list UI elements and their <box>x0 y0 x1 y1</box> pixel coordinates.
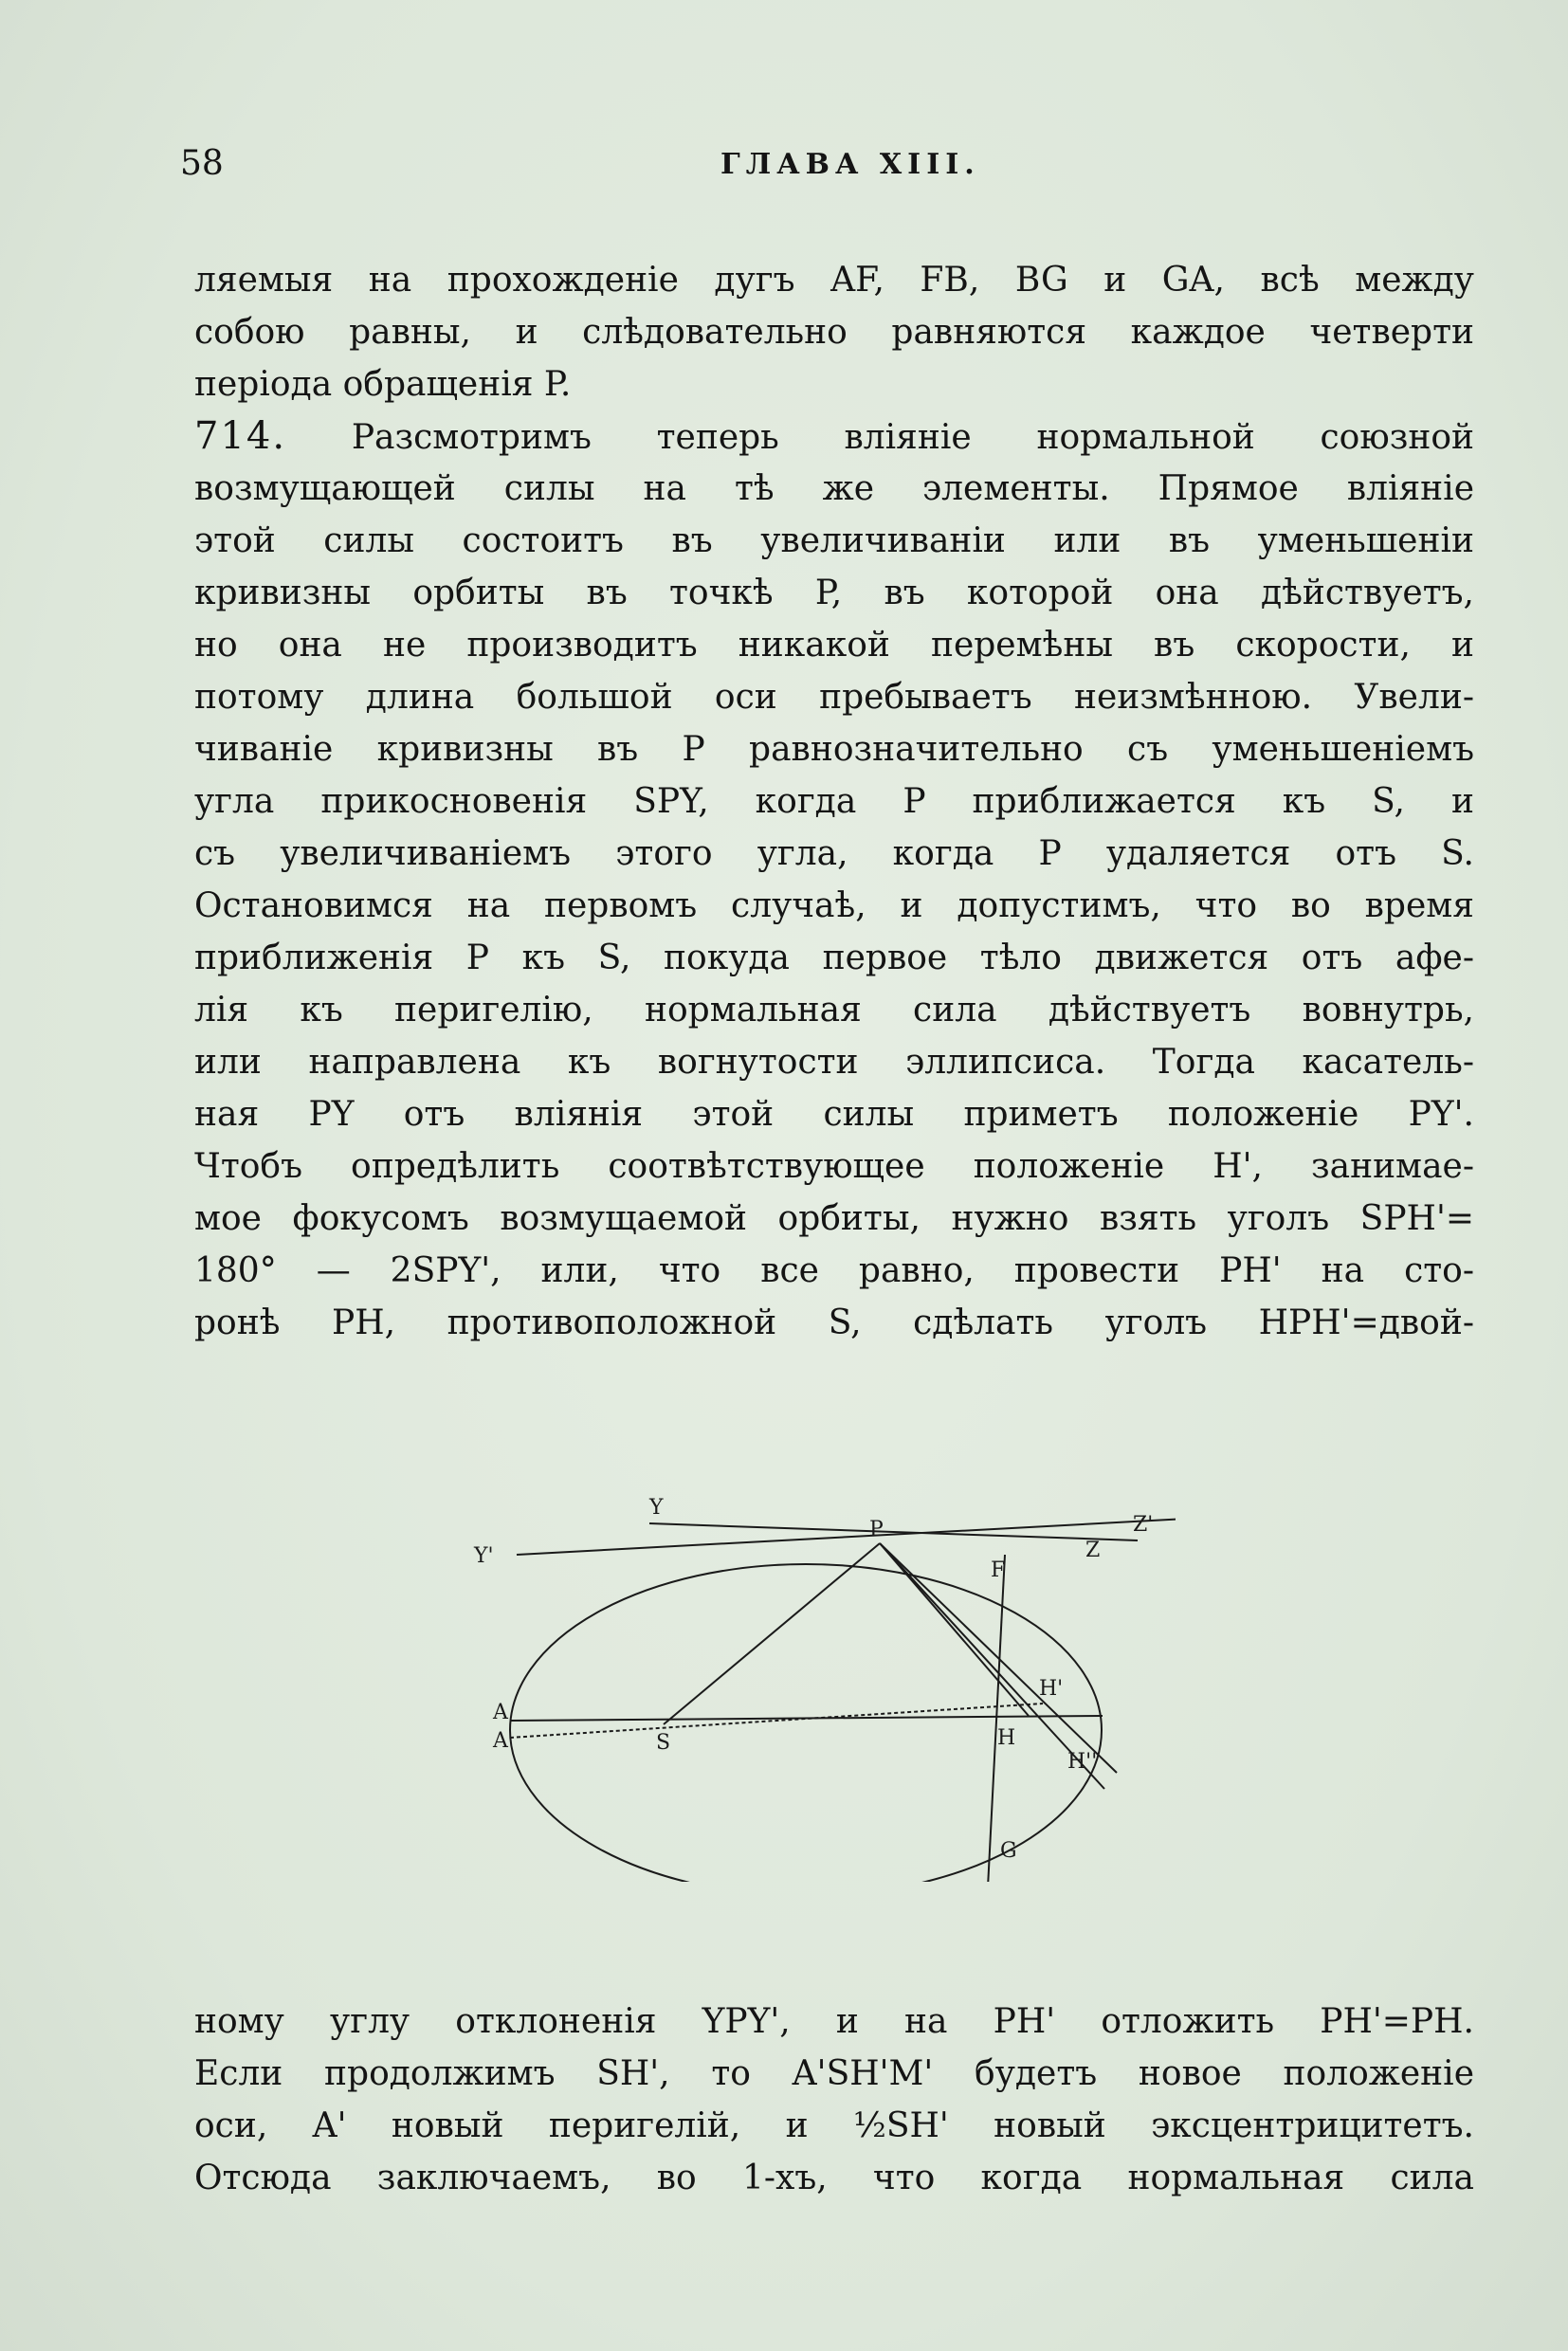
label-z: Z <box>1085 1539 1101 1562</box>
text-line: Если продолжимъ SH', то A'SH'M' будетъ новое положеніе <box>194 2054 1474 2093</box>
paragraph-714-first-line <box>194 410 1474 463</box>
label-a: A <box>493 1701 508 1724</box>
page-number: 58 <box>180 144 224 183</box>
label-a-prime: A <box>493 1729 508 1753</box>
text-line: Отсюда заключаемъ, во 1-хъ, что когда нормальная сила <box>194 2159 1474 2197</box>
text-line: ному углу отклоненія YPY', и на PH' отложить PH'=PH. <box>194 2002 1474 2041</box>
text-line: приближенія P къ S, покуда первое тѣло движется отъ афе- <box>194 939 1474 977</box>
text-line: періода обращенія P. <box>194 365 572 404</box>
line-ph <box>880 1543 1029 1716</box>
label-y: Y <box>649 1496 664 1520</box>
label-f: F <box>991 1558 1006 1582</box>
text-line: кривизны орбиты въ точкѣ P, въ которой она дѣйствуетъ, <box>194 574 1474 612</box>
text-line: съ увеличиваніемъ этого угла, когда P удаляется отъ S. <box>194 834 1474 873</box>
label-z-prime: Z' <box>1133 1513 1154 1537</box>
text-block-bottom <box>194 1996 1474 2204</box>
text-block-top <box>194 254 1474 1349</box>
text-line: мое фокусомъ возмущаемой орбиты, нужно взять уголъ SPH'= <box>194 1199 1474 1238</box>
text-line: Остановимся на первомъ случаѣ, и допустимъ, что во время <box>194 886 1474 925</box>
line-sp <box>664 1543 880 1724</box>
text-line: или направлена къ вогнутости эллипсиса. Тогда касатель- <box>194 1043 1474 1082</box>
label-h: H <box>997 1726 1016 1750</box>
label-s: S <box>656 1731 671 1755</box>
text-line: чиваніе кривизны въ P равнозначительно съ уменьшеніемъ <box>194 730 1474 769</box>
orbit-diagram <box>455 1484 1176 1882</box>
text-line: лія къ перигелію, нормальная сила дѣйствуетъ вовнутрь, <box>194 991 1474 1030</box>
text-line: 180° — 2SPY', или, что все равно, провести PH' на сто- <box>194 1251 1474 1290</box>
major-axis <box>510 1716 1103 1721</box>
text-line: оси, A' новый перигелій, и ½SH' новый эксцентрицитетъ. <box>194 2106 1474 2145</box>
paragraph-number: 714. <box>194 414 287 458</box>
text-line: Чтобъ опредѣлить соотвѣтствующее положеніе H', занимае- <box>194 1147 1474 1186</box>
running-header <box>180 144 1469 191</box>
text-line: ляемыя на прохожденіе дугъ AF, FB, BG и GA, всѣ между <box>194 261 1474 300</box>
text-line: ронѣ PH, противоположной S, сдѣлать уголъ HPH'=двой- <box>194 1303 1474 1342</box>
tangent-py-prime <box>517 1517 1176 1555</box>
label-p: P <box>869 1518 884 1541</box>
text-line-content: Разсмотримъ теперь вліяніе нормальной союзной <box>351 418 1474 457</box>
label-g: G <box>1000 1839 1017 1863</box>
orbit-ellipse <box>510 1564 1102 1882</box>
label-h-prime: H' <box>1039 1677 1064 1701</box>
text-line: собою равны, и слѣдовательно равняются каждое четверти <box>194 313 1474 352</box>
text-line: угла прикосновенія SPY, когда P приближается къ S, и <box>194 782 1474 821</box>
text-line: потому длина большой оси пребываетъ неизмѣнною. Увели- <box>194 678 1474 717</box>
label-y-prime: Y' <box>474 1544 494 1568</box>
text-line: возмущающей силы на тѣ же элементы. Прямое вліяніе <box>194 469 1474 508</box>
text-line: ная PY отъ вліянія этой силы приметъ положеніе PY'. <box>194 1095 1474 1134</box>
chapter-title: ГЛАВА XIII. <box>720 148 980 181</box>
text-line: этой силы состоитъ въ увеличиваніи или въ уменьшеніи <box>194 521 1474 560</box>
text-line: но она не производитъ никакой перемѣны въ скорости, и <box>194 626 1474 665</box>
orbit-diagram-svg <box>455 1484 1176 1882</box>
label-h-double-prime: H'' <box>1067 1750 1098 1774</box>
